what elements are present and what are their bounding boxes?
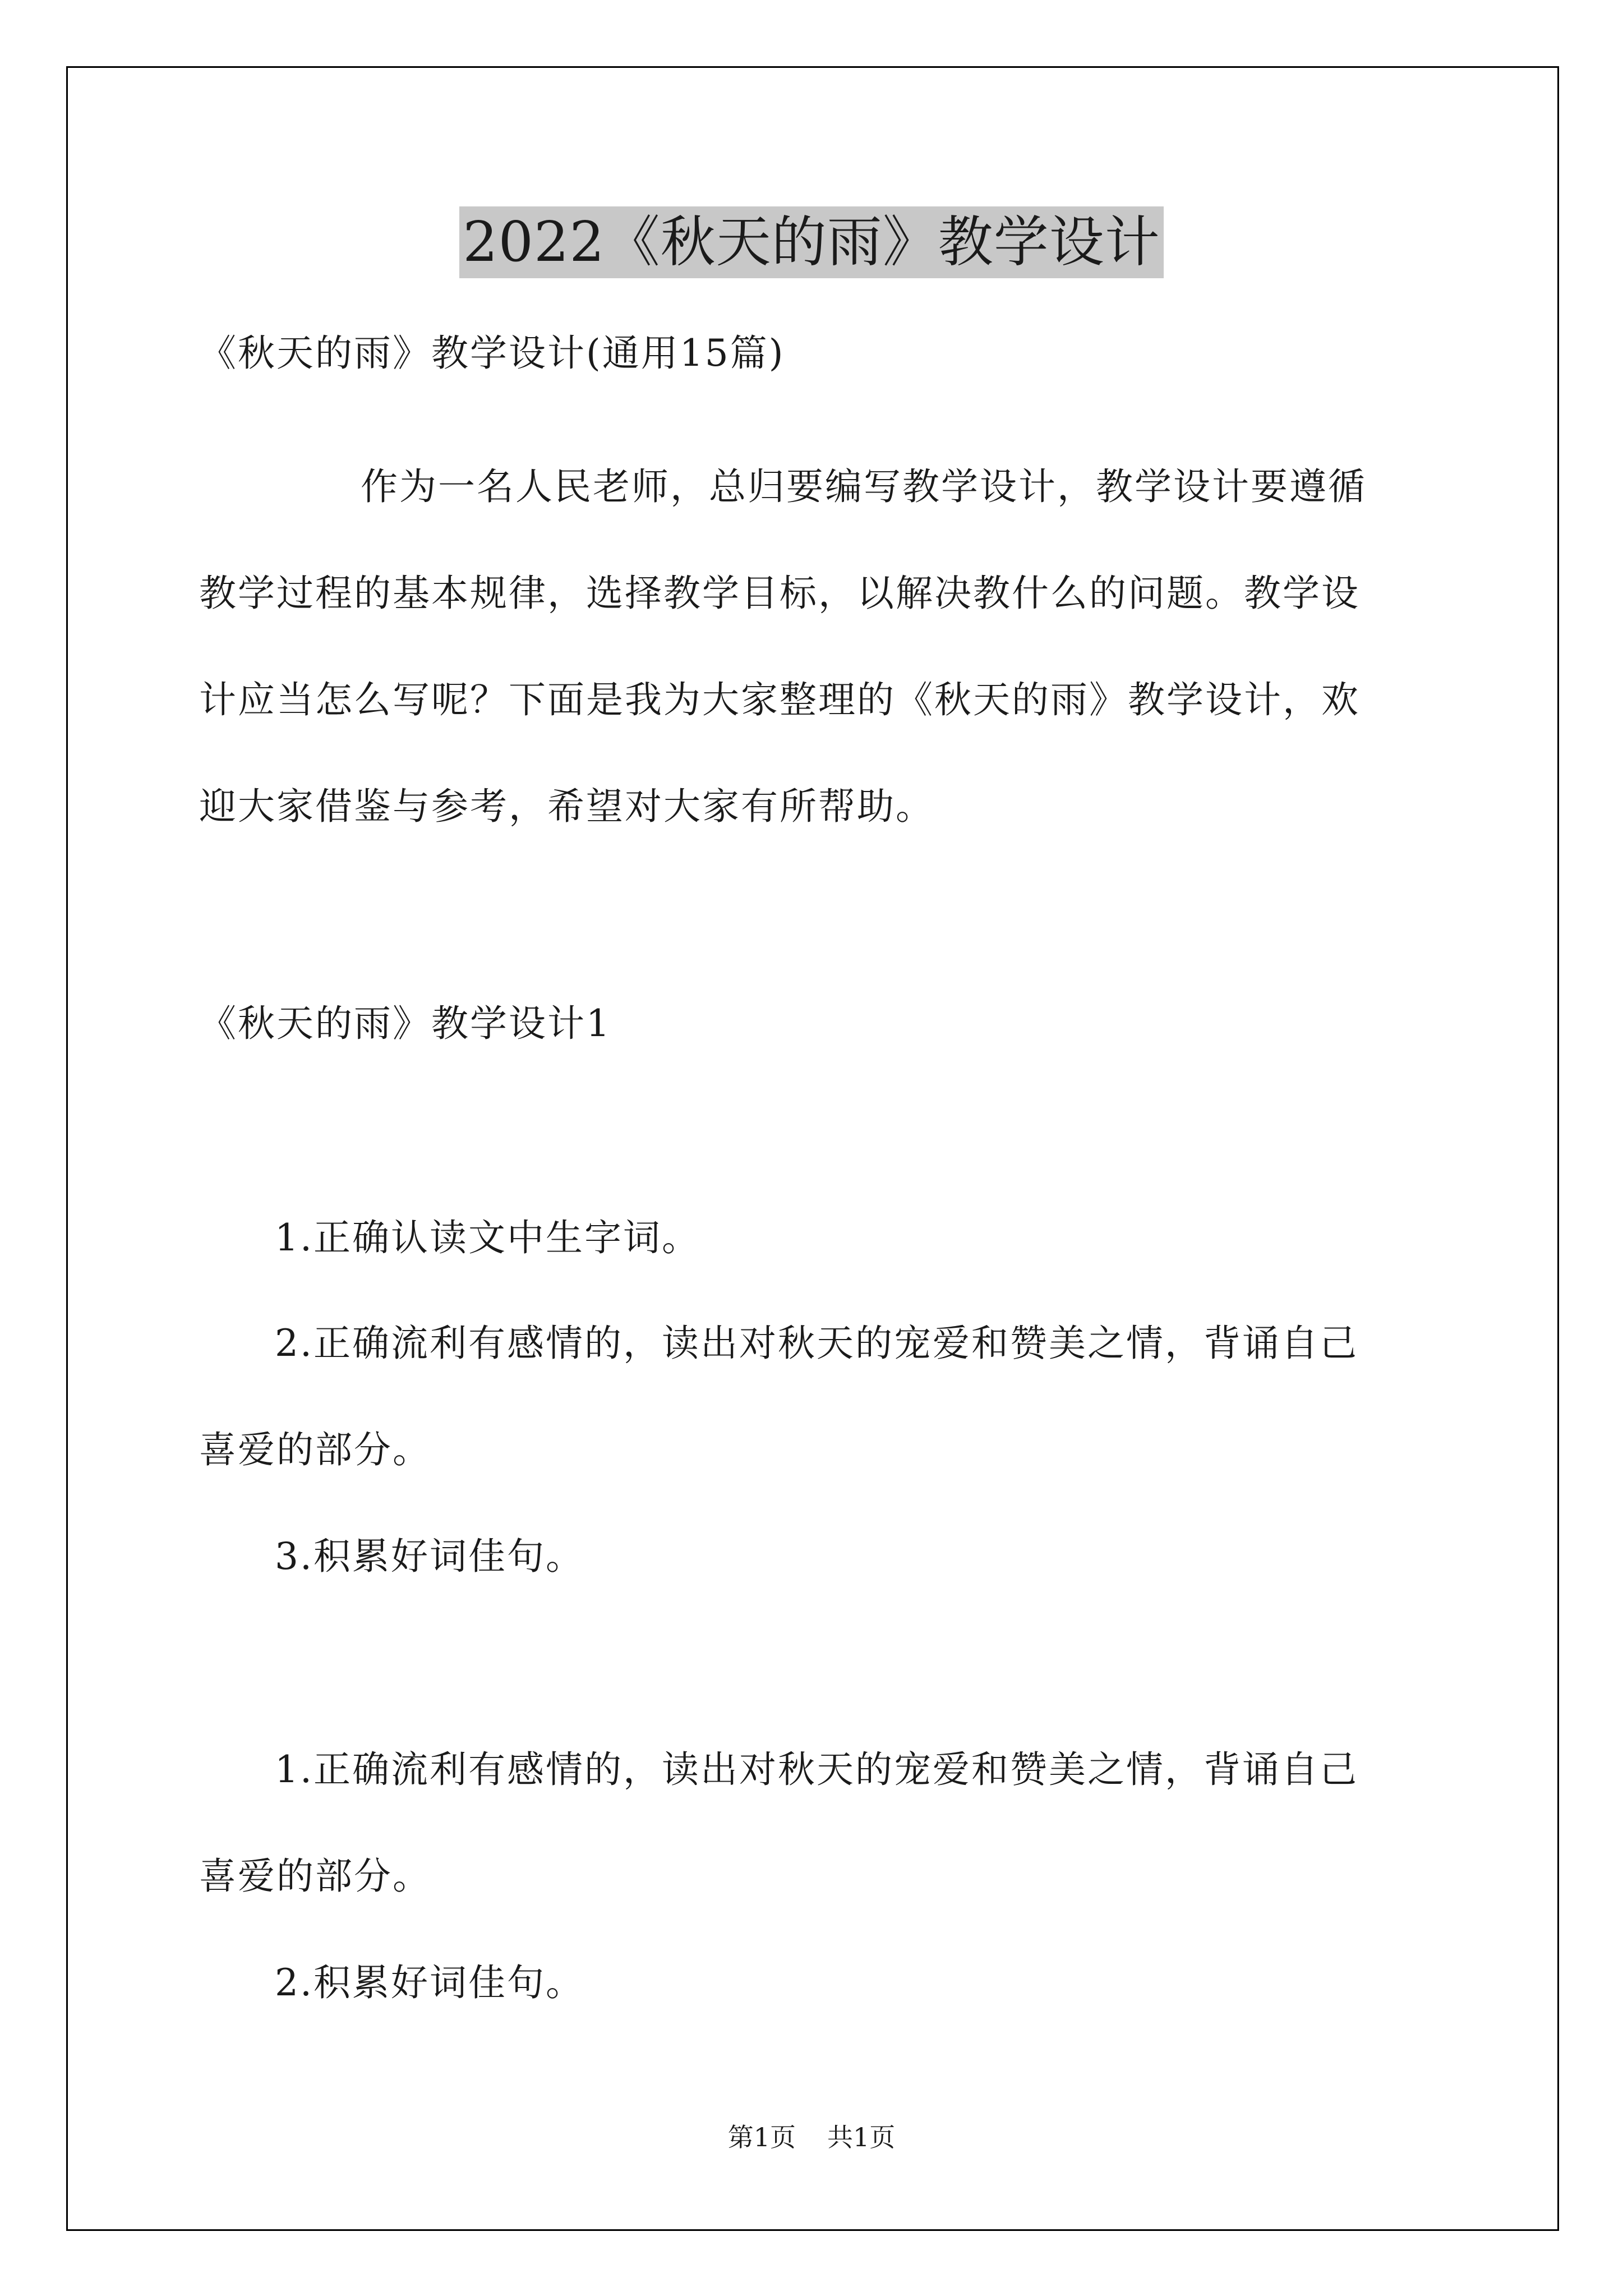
page-current: 第1页 (727, 2122, 796, 2152)
section-heading: 《秋天的雨》教学设计1 (199, 1002, 611, 1045)
document-title: 2022《秋天的雨》教学设计 (459, 206, 1163, 278)
intro-line-4: 迎大家借鉴与参考，希望对大家有所帮助。 (199, 785, 934, 828)
goal-a-1: 1.正确认读文中生字词。 (275, 1216, 700, 1259)
document-subtitle: 《秋天的雨》教学设计(通用15篇) (199, 332, 785, 375)
intro-line-3: 计应当怎么写呢？下面是我为大家整理的《秋天的雨》教学设计，欢 (199, 678, 1360, 721)
goal-a-3: 3.积累好词佳句。 (275, 1535, 584, 1578)
page-border (66, 66, 1559, 2231)
intro-line-1: 作为一名人民老师，总归要编写教学设计，教学设计要遵循 (361, 465, 1367, 508)
goal-b-2: 2.积累好词佳句。 (275, 1961, 584, 2004)
title-container (0, 206, 1623, 278)
goal-b-1: 1.正确流利有感情的，读出对秋天的宠爱和赞美之情，背诵自己 (275, 1748, 1358, 1791)
goal-a-2: 2.正确流利有感情的，读出对秋天的宠爱和赞美之情，背诵自己 (275, 1322, 1358, 1365)
goal-a-2-continued: 喜爱的部分。 (199, 1428, 431, 1471)
page-footer (0, 2120, 1623, 2154)
goal-b-1-continued: 喜爱的部分。 (199, 1855, 431, 1898)
intro-line-2: 教学过程的基本规律，选择教学目标，以解决教什么的问题。教学设 (199, 572, 1360, 615)
page-total: 共1页 (827, 2122, 896, 2152)
